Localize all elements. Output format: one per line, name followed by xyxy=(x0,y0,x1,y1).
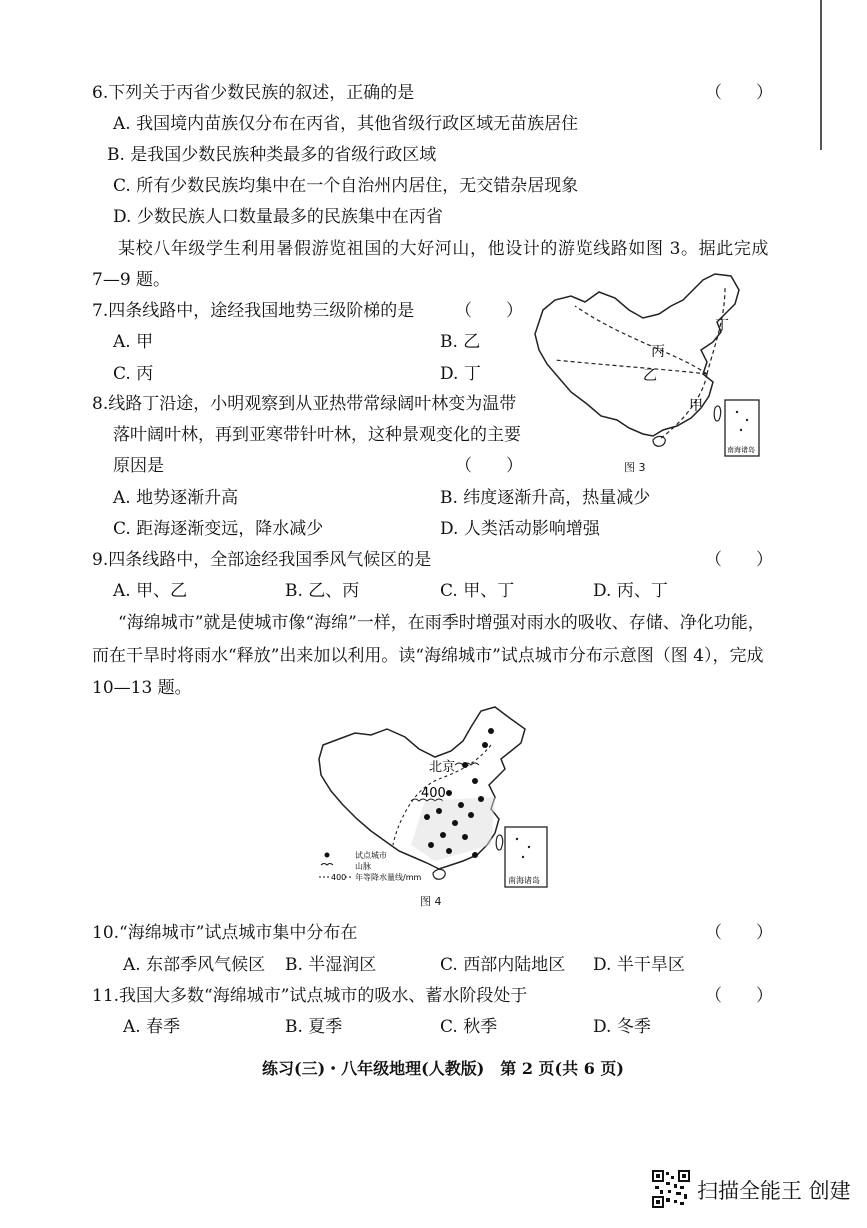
q6-answer-paren: （ ） xyxy=(705,83,773,103)
legend-city-dot xyxy=(325,853,330,858)
q8-option-d: D. 人类活动影响增强 xyxy=(440,519,600,539)
route-bing-label: 丙 xyxy=(651,344,665,360)
q10-option-a: A. 东部季风气候区 xyxy=(123,955,266,975)
city-dot xyxy=(482,742,488,748)
q11-option-a: A. 春季 xyxy=(123,1017,181,1037)
q7-option-c: C. 丙 xyxy=(113,364,154,384)
q11-option-c: C. 秋季 xyxy=(440,1017,498,1037)
q7-option-d: D. 丁 xyxy=(440,364,481,384)
hainan-island xyxy=(433,869,445,879)
city-dot xyxy=(428,842,434,848)
q11-stem: 11.我国大多数“海绵城市”试点城市的吸水、蓄水阶段处于 xyxy=(92,986,528,1006)
city-dot xyxy=(462,834,468,840)
q6-option-d: D. 少数民族人口数量最多的民族集中在丙省 xyxy=(113,207,443,227)
q7-stem: 7.四条线路中，途经我国地势三级阶梯的是 xyxy=(92,301,415,321)
fig4-inset-label: 南海诸岛 xyxy=(508,876,540,885)
city-dot xyxy=(462,762,468,768)
intro1-line2: 7—9 题。 xyxy=(92,270,171,290)
city-dot xyxy=(488,728,494,734)
beijing-label: 北京 xyxy=(429,760,456,775)
q8-answer-paren: （ ） xyxy=(455,456,523,476)
intro1-line1: 某校八年级学生利用暑假游览祖国的大好河山，他设计的游览线路如图 3。据此完成 xyxy=(118,239,770,259)
q10-option-d: D. 半干旱区 xyxy=(593,955,685,975)
city-dot xyxy=(458,802,464,808)
legend-city-label: 试点城市 xyxy=(355,851,387,860)
figure-4-sponge-city-map xyxy=(315,705,555,890)
q10-answer-paren: （ ） xyxy=(705,923,773,943)
hainan-island xyxy=(653,436,665,446)
q9-option-a: A. 甲、乙 xyxy=(113,581,188,601)
china-outline xyxy=(535,274,739,436)
q9-option-d: D. 丙、丁 xyxy=(593,581,668,601)
scanner-watermark: 扫描全能王 创建 xyxy=(697,1179,851,1203)
q7-answer-paren: （ ） xyxy=(455,301,523,321)
q10-option-b: B. 半湿润区 xyxy=(285,955,377,975)
city-dot xyxy=(424,814,430,820)
intro2-line1: “海绵城市”就是使城市像“海绵”一样，在雨季时增强对雨水的吸收、存储、净化功能， xyxy=(118,613,765,633)
figure-3-route-map xyxy=(525,270,765,460)
figure-3-caption: 图 3 xyxy=(624,461,646,474)
figure-4-caption: 图 4 xyxy=(420,895,442,908)
q6-option-c: C. 所有少数民族均集中在一个自治州内居住，无交错杂居现象 xyxy=(113,176,579,196)
china-region-shade xyxy=(411,797,495,861)
legend-mountain-label: 山脉 xyxy=(355,862,371,871)
page-footer: 练习(三)・八年级地理(人教版) 第 2 页(共 6 页) xyxy=(262,1059,624,1078)
route-jia-label: 甲 xyxy=(689,398,703,414)
q8-option-a: A. 地势逐渐升高 xyxy=(113,488,239,508)
q11-option-d: D. 冬季 xyxy=(593,1017,651,1037)
city-dot xyxy=(440,832,446,838)
q11-option-b: B. 夏季 xyxy=(285,1017,343,1037)
q8-line3: 原因是 xyxy=(113,456,164,476)
q11-answer-paren: （ ） xyxy=(705,986,773,1006)
city-dot xyxy=(446,848,452,854)
taiwan-island xyxy=(714,406,720,421)
q6-stem: 6.下列关于丙省少数民族的叙述，正确的是 xyxy=(92,83,415,103)
intro2-line2: 而在干旱时将雨水“释放”出来加以利用。读“海绵城市”试点城市分布示意图（图 4），完成 xyxy=(92,646,764,666)
q9-option-b: B. 乙、丙 xyxy=(285,581,360,601)
intro2-line3: 10—13 题。 xyxy=(92,678,192,698)
q7-option-a: A. 甲 xyxy=(113,332,154,352)
isoline-value-label: 400 xyxy=(421,786,446,801)
city-dot xyxy=(436,808,442,814)
city-dot xyxy=(468,812,474,818)
taiwan-island xyxy=(496,835,502,850)
q7-option-b: B. 乙 xyxy=(440,332,481,352)
q8-option-b: B. 纬度逐渐升高，热量减少 xyxy=(440,488,651,508)
qr-code-icon xyxy=(652,1170,690,1208)
legend-isoline-value: 400 xyxy=(331,873,347,882)
q10-stem: 10.“海绵城市”试点城市集中分布在 xyxy=(92,923,358,943)
route-yi-label: 乙 xyxy=(643,368,657,384)
q6-option-a: A. 我国境内苗族仅分布在丙省，其他省级行政区域无苗族居住 xyxy=(113,114,579,134)
city-dot xyxy=(478,796,484,802)
city-dot xyxy=(472,852,478,858)
q9-option-c: C. 甲、丁 xyxy=(440,581,515,601)
q9-stem: 9.四条线路中，全部途经我国季风气候区的是 xyxy=(92,550,432,570)
fig3-inset-label: 南海诸岛 xyxy=(727,446,755,454)
route-ding-label: 丁 xyxy=(715,318,729,334)
q8-line2: 落叶阔叶林，再到亚寒带针叶林，这种景观变化的主要 xyxy=(113,425,521,445)
city-dot xyxy=(452,820,458,826)
route-yi-line xyxy=(555,360,707,374)
q8-line1: 8.线路丁沿途，小明观察到从亚热带常绿阔叶林变为温带 xyxy=(92,394,517,414)
q10-option-c: C. 西部内陆地区 xyxy=(440,955,566,975)
q6-option-b: B. 是我国少数民族种类最多的省级行政区域 xyxy=(107,145,437,165)
city-dot xyxy=(472,778,478,784)
q8-option-c: C. 距海逐渐变远，降水减少 xyxy=(113,519,324,539)
scan-edge-line xyxy=(820,0,822,150)
legend-isoline-label: 年等降水量线/mm xyxy=(355,873,422,882)
legend-mountain-symbol xyxy=(321,864,333,866)
city-dot xyxy=(446,790,452,796)
q9-answer-paren: （ ） xyxy=(705,550,773,570)
